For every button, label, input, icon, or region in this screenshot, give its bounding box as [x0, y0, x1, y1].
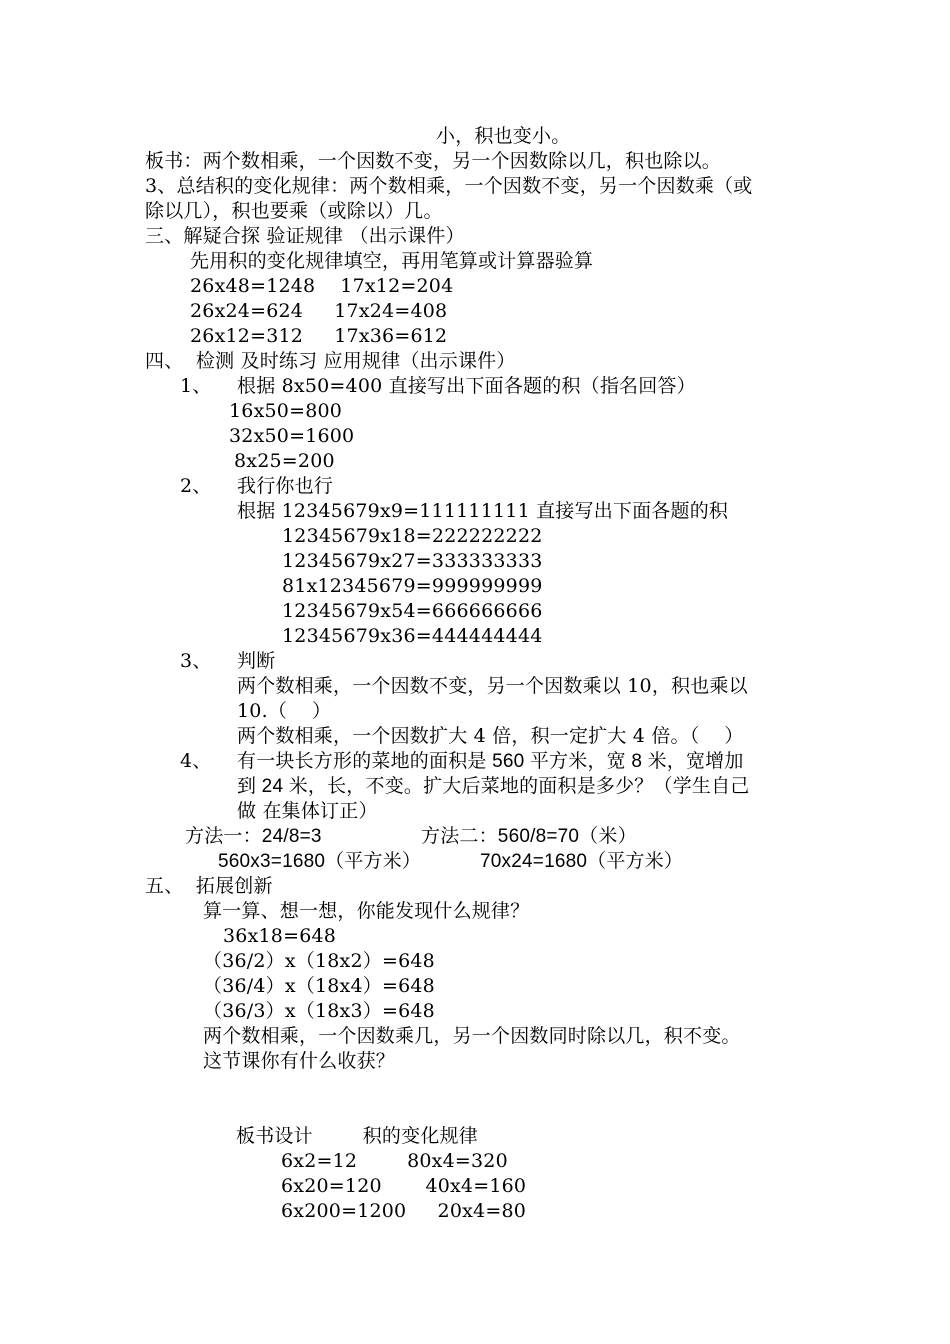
- text-line: 算一算、想一想，你能发现什么规律？: [203, 900, 530, 922]
- method-two-result: 70x24=1680（平方米）: [480, 851, 684, 872]
- equation-line: 12345679x27=333333333: [282, 550, 543, 572]
- item-number: 1、: [180, 375, 212, 397]
- text-line: 判断: [237, 650, 276, 672]
- method-two: 方法二：560/8=70（米）: [421, 826, 637, 847]
- equation-line: 26x48=1248 17x12=204: [190, 275, 454, 297]
- text-line: 两个数相乘，一个因数乘几，另一个因数同时除以几，积不变。: [203, 1025, 741, 1047]
- text-line: 除以几），积也要乘（或除以）几。: [145, 200, 443, 222]
- equation-line: 12345679x54=666666666: [282, 600, 543, 622]
- text-line: 做 在集体订正）: [237, 800, 378, 822]
- equation-line: 16x50=800: [229, 400, 343, 422]
- equation-line: 26x12=312 17x36=612: [190, 325, 448, 347]
- section-heading: 三、解疑合探 验证规律 （出示课件）: [145, 225, 465, 247]
- text-line: 10.（ ）: [237, 700, 332, 722]
- text-line: 两个数相乘，一个因数不变，另一个因数乘以 10，积也乘以: [237, 675, 748, 697]
- section-heading: 四、 检测 及时练习 应用规律（出示课件）: [145, 350, 516, 372]
- equation-line: 36x18=648: [223, 925, 337, 947]
- text-line: 根据 12345679x9=111111111 直接写出下面各题的积: [237, 500, 729, 522]
- text-line: 有一块长方形的菜地的面积是 560 平方米，宽 8 米，宽增加: [237, 751, 744, 772]
- board-equation-line: 6x200=1200 20x4=80: [281, 1200, 527, 1222]
- board-equation-line: 6x20=120 40x4=160: [281, 1175, 527, 1197]
- equation-line: 32x50=1600: [229, 425, 355, 447]
- text-line: 先用积的变化规律填空，再用笔算或计算器验算: [190, 250, 594, 272]
- method-one-result: 560x3=1680（平方米）: [218, 851, 422, 872]
- item-number: 2、: [180, 475, 212, 497]
- text-line: 这节课你有什么收获？: [203, 1050, 396, 1072]
- board-equation-line: 6x2=12 80x4=320: [281, 1150, 508, 1172]
- text-line: 到 24 米，长，不变。扩大后菜地的面积是多少？（学生自己: [237, 776, 750, 797]
- item-number: 4、: [180, 750, 212, 772]
- equation-line: 8x25=200: [234, 450, 335, 472]
- text-line: 板书：两个数相乘，一个因数不变，另一个因数除以几，积也除以。: [145, 150, 722, 172]
- equation-line: 12345679x36=444444444: [282, 625, 543, 647]
- equation-line: 26x24=624 17x24=408: [190, 300, 448, 322]
- equation-line: （36/3）x（18x3）=648: [203, 1000, 435, 1022]
- text-line: 根据 8x50=400 直接写出下面各题的积（指名回答）: [237, 375, 696, 397]
- equation-line: 81x12345679=999999999: [282, 575, 543, 597]
- text-line: 两个数相乘，一个因数扩大 4 倍，积一定扩大 4 倍。（ ）: [237, 725, 744, 747]
- equation-line: （36/2）x（18x2）=648: [203, 950, 435, 972]
- text-line: 小，积也变小。: [436, 125, 571, 147]
- item-number: 3、: [180, 650, 212, 672]
- text-line: 3、总结积的变化规律：两个数相乘，一个因数不变，另一个因数乘（或: [145, 175, 753, 197]
- method-one: 方法一：24/8=3: [185, 826, 322, 847]
- equation-line: （36/4）x（18x4）=648: [203, 975, 435, 997]
- section-heading: 五、 拓展创新: [145, 875, 273, 897]
- text-line: 我行你也行: [237, 475, 334, 497]
- board-design-title: 板书设计 积的变化规律: [236, 1125, 478, 1147]
- equation-line: 12345679x18=222222222: [282, 525, 543, 547]
